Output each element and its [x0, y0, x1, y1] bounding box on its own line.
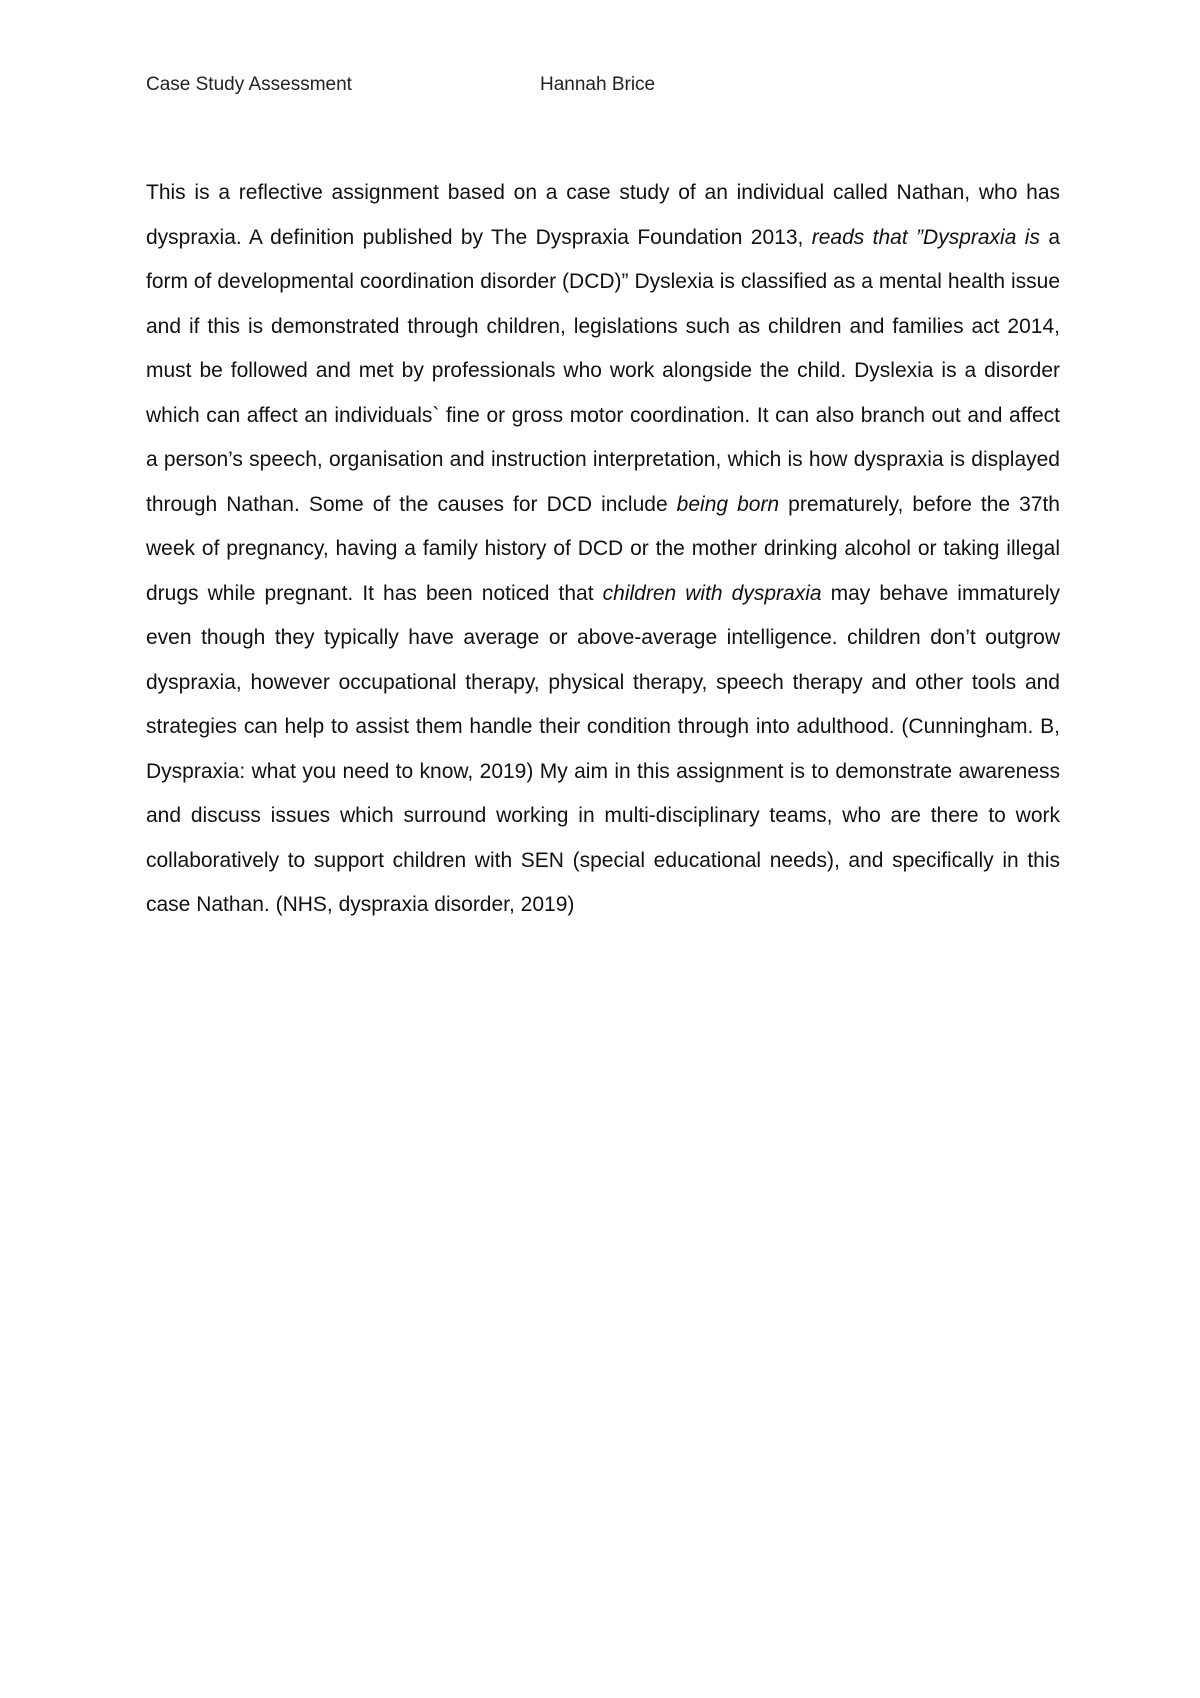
body-italic-segment: children with dyspraxia [602, 581, 822, 605]
body-italic-segment: being born [676, 492, 780, 516]
body-text-segment: prematurely, before the 37th week of pregnancy, having a family history of DCD or the mother drinking alcohol or taking illegal drugs while pregnant. It has been noticed that [146, 492, 1060, 605]
header-author-name: Hannah Brice [540, 74, 656, 95]
body-text-segment: may behave immaturely even though they typically have average or above-average intelligence. children don’t outgrow dyspraxia, however occupational therapy, physical therapy, speech therapy and other tools and strategies can help to assist them handle their condition through into adulthood. (Cunningham. B, Dyspraxia: what you need to know, 2019) My aim in this assignment is to demonstrate awareness and discuss issues which surround working in multi-disciplinary teams, who are there to work collaboratively to support children with SEN (special educational needs), and specifically in this case Nathan. (NHS, dyspraxia disorder, 2019) [146, 581, 1060, 916]
body-italic-segment: reads that ”Dyspraxia is [811, 225, 1040, 249]
page-header [146, 74, 1046, 104]
body-text-segment: This is a reflective assignment based on a case study of an individual called Nathan, who has dyspraxia. A definition published by The Dyspraxia Foundation 2013, [146, 181, 1060, 249]
header-document-title: Case Study Assessment [146, 74, 352, 95]
body-paragraph [146, 171, 1060, 928]
body-text-segment: a form of developmental coordination disorder (DCD)” Dyslexia is classified as a mental health issue and if this is demonstrated through children, legislations such as children and families act 2014, must be followed and met by professionals who work alongside the child. Dyslexia is a disorder which can affect an individuals` fine or gross motor coordination. It can also branch out and affect a person’s speech, organisation and instruction interpretation, which is how dyspraxia is displayed through Nathan. Some of the causes for DCD include [146, 225, 1061, 516]
